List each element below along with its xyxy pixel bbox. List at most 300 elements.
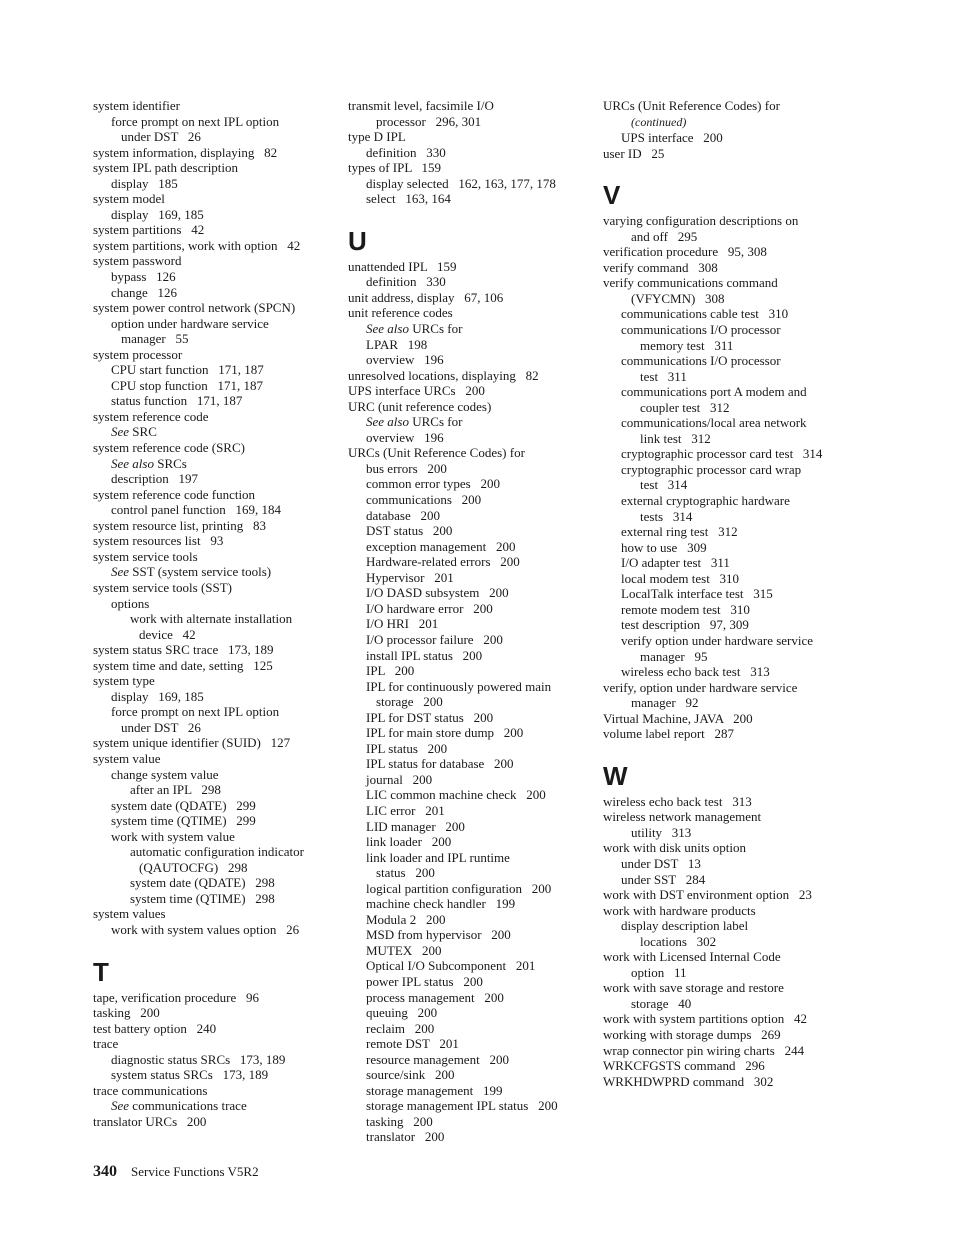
index-entry <box>93 347 333 363</box>
entry-text: tape, verification procedure 96 <box>93 989 260 1005</box>
index-subentry <box>93 176 333 192</box>
entry-text: test battery option 240 <box>93 1020 217 1036</box>
index-subentry <box>348 741 588 757</box>
entry-text: storage 200 <box>376 694 443 710</box>
entry-text: test 314 <box>640 477 688 493</box>
index-subentry <box>348 912 588 928</box>
see-also-text: (continued) <box>631 114 687 129</box>
index-entry <box>93 222 333 238</box>
entry-text: system reference code function <box>93 486 256 502</box>
index-entry <box>348 445 588 461</box>
index-entry <box>603 1011 858 1027</box>
index-subentry <box>348 1021 588 1037</box>
index-subentry <box>93 782 333 798</box>
index-subentry <box>603 462 858 478</box>
entry-text: verify, option under hardware service <box>603 679 798 695</box>
index-subentry <box>348 679 588 695</box>
entry-text: SRCs <box>153 455 187 471</box>
entry-text: system processor <box>93 346 183 362</box>
entry-text: options <box>111 595 150 611</box>
index-subentry <box>93 207 333 223</box>
index-entry <box>93 98 333 114</box>
entry-text: manager 55 <box>121 331 189 347</box>
section-letter-t: T <box>93 956 109 987</box>
entry-text: LPAR 198 <box>366 336 428 352</box>
index-subentry <box>348 570 588 586</box>
section-letter-u: U <box>348 225 367 256</box>
index-subentry <box>348 492 588 508</box>
entry-text: WRKHDWPRD command 302 <box>603 1073 774 1089</box>
entry-text: URCs for <box>408 321 463 337</box>
entry-text: overview 196 <box>366 352 444 368</box>
entry-text: manager 95 <box>640 648 708 664</box>
index-entry <box>603 949 858 965</box>
index-subentry <box>603 695 858 711</box>
entry-text: URCs (Unit Reference Codes) for <box>348 445 525 461</box>
index-subentry <box>603 229 858 245</box>
entry-text: I/O HRI 201 <box>366 616 439 632</box>
entry-text: UPS interface 200 <box>621 130 723 146</box>
index-entry <box>93 658 333 674</box>
index-subentry <box>348 176 588 192</box>
index-subentry <box>348 145 588 161</box>
entry-text: storage 40 <box>631 995 692 1011</box>
entry-text: system model <box>93 191 165 207</box>
index-subentry <box>603 114 858 131</box>
index-entry <box>603 213 858 229</box>
entry-text: force prompt on next IPL option <box>111 113 280 129</box>
index-subentry <box>348 896 588 912</box>
index-subentry <box>603 338 858 354</box>
index-subentry <box>603 493 858 509</box>
entry-text: local modem test 310 <box>621 570 740 586</box>
entry-text: IPL for continuously powered main <box>366 678 552 694</box>
see-also-text: See <box>111 564 130 580</box>
index-entry <box>603 809 858 825</box>
index-entry <box>93 1083 333 1099</box>
entry-text: transmit level, facsimile I/O <box>348 98 494 113</box>
see-also-text: See <box>111 424 130 440</box>
entry-text: queuing 200 <box>366 1005 438 1021</box>
index-subentry <box>348 756 588 772</box>
entry-text: change system value <box>111 766 219 782</box>
index-subentry <box>348 927 588 943</box>
entry-text: wireless echo back test 313 <box>621 664 770 680</box>
entry-text: system values <box>93 906 166 922</box>
index-subentry <box>603 306 858 322</box>
entry-text: Optical I/O Subcomponent 201 <box>366 958 536 974</box>
index-subentry <box>348 352 588 368</box>
index-subentry <box>93 269 333 285</box>
entry-text: select 163, 164 <box>366 191 451 207</box>
index-subentry <box>93 844 333 860</box>
index-subentry <box>603 996 858 1012</box>
entry-text: wireless network management <box>603 809 762 825</box>
entry-text: wrap connector pin wiring charts 244 <box>603 1042 805 1058</box>
index-subentry <box>93 424 333 440</box>
index-subentry <box>603 586 858 602</box>
index-subentry <box>348 476 588 492</box>
entry-text: translator URCs 200 <box>93 1113 207 1129</box>
entry-text: communications I/O processor <box>621 322 781 338</box>
index-subentry <box>348 834 588 850</box>
index-subentry <box>348 663 588 679</box>
entry-text: CPU stop function 171, 187 <box>111 377 264 393</box>
index-subentry <box>603 934 858 950</box>
index-entry <box>603 244 858 260</box>
index-subentry <box>348 616 588 632</box>
entry-text: test 311 <box>640 368 687 384</box>
index-entry <box>603 980 858 996</box>
entry-text: under DST 26 <box>121 719 201 735</box>
index-entry <box>348 98 588 114</box>
entry-text: system resource list, printing 83 <box>93 517 266 533</box>
index-subentry <box>348 1052 588 1068</box>
entry-text: status function 171, 187 <box>111 393 243 409</box>
index-entry <box>348 383 588 399</box>
entry-text: I/O DASD subsystem 200 <box>366 585 509 601</box>
index-entry <box>603 146 858 162</box>
entry-text: cryptographic processor card wrap <box>621 461 802 477</box>
index-subentry <box>348 632 588 648</box>
index-subentry <box>93 362 333 378</box>
entry-text: URCs (Unit Reference Codes) for <box>603 98 780 113</box>
entry-text: CPU start function 171, 187 <box>111 362 264 378</box>
index-entry <box>603 260 858 276</box>
entry-text: system date (QDATE) 299 <box>111 797 256 813</box>
entry-text: wireless echo back test 313 <box>603 793 752 809</box>
index-subentry <box>603 965 858 981</box>
entry-text: communications cable test 310 <box>621 306 789 322</box>
see-also-text: See also <box>366 321 409 337</box>
entry-text: Hypervisor 201 <box>366 569 454 585</box>
entry-text: system time (QTIME) 299 <box>111 813 256 829</box>
index-entry <box>93 990 333 1006</box>
section-letter-v: V <box>603 180 621 211</box>
entry-text: tests 314 <box>640 508 693 524</box>
index-entry <box>603 711 858 727</box>
entry-text: IPL 200 <box>366 663 415 679</box>
entry-text: IPL status 200 <box>366 740 448 756</box>
entry-text: URCs for <box>408 414 463 430</box>
index-entry <box>93 906 333 922</box>
index-subentry <box>603 918 858 934</box>
index-entry <box>603 840 858 856</box>
index-entry <box>93 549 333 565</box>
entry-text: unit reference codes <box>348 305 453 321</box>
index-entry <box>603 794 858 810</box>
index-subentry <box>93 378 333 394</box>
index-subentry <box>348 1067 588 1083</box>
entry-text: resource management 200 <box>366 1051 509 1067</box>
entry-text: varying configuration descriptions on <box>603 213 799 229</box>
entry-text: system date (QDATE) 298 <box>130 875 275 891</box>
index-subentry <box>348 1083 588 1099</box>
index-entry <box>603 726 858 742</box>
entry-text: WRKCFGSTS command 296 <box>603 1058 765 1074</box>
index-subentry <box>603 400 858 416</box>
index-entry <box>93 518 333 534</box>
entry-text: description 197 <box>111 471 199 487</box>
entry-text: control panel function 169, 184 <box>111 502 282 518</box>
entry-text: trace communications <box>93 1082 208 1098</box>
index-entry <box>348 368 588 384</box>
entry-text: work with system partitions option 42 <box>603 1011 808 1027</box>
index-subentry <box>348 772 588 788</box>
entry-text: database 200 <box>366 507 441 523</box>
index-entry <box>93 533 333 549</box>
index-subentry <box>603 446 858 462</box>
index-entry <box>93 751 333 767</box>
entry-text: work with save storage and restore <box>603 980 784 996</box>
entry-text: option under hardware service <box>111 315 269 331</box>
entry-text: external cryptographic hardware <box>621 493 790 509</box>
entry-text: remote modem test 310 <box>621 601 750 617</box>
entry-text: tasking 200 <box>93 1005 160 1021</box>
index-entry <box>348 305 588 321</box>
entry-text: unit address, display 67, 106 <box>348 289 504 305</box>
index-subentry <box>93 767 333 783</box>
index-subentry <box>93 564 333 580</box>
index-subentry <box>93 1052 333 1068</box>
entry-text: diagnostic status SRCs 173, 189 <box>111 1051 286 1067</box>
entry-text: and off 295 <box>631 228 698 244</box>
entry-text: trace <box>93 1036 119 1052</box>
entry-text: definition 330 <box>366 274 446 290</box>
index-subentry <box>93 813 333 829</box>
entry-text: type D IPL <box>348 129 406 145</box>
entry-text: under DST 13 <box>621 855 701 871</box>
index-entry <box>93 642 333 658</box>
entry-text: coupler test 312 <box>640 399 730 415</box>
index-entry <box>603 275 858 291</box>
index-subentry <box>603 664 858 680</box>
index-entry <box>93 580 333 596</box>
index-entry <box>93 735 333 751</box>
entry-text: reclaim 200 <box>366 1020 435 1036</box>
index-subentry <box>93 502 333 518</box>
index-subentry <box>603 369 858 385</box>
entry-text: system power control network (SPCN) <box>93 300 296 316</box>
entry-text: types of IPL 159 <box>348 160 442 176</box>
entry-text: display 185 <box>111 175 178 191</box>
entry-text: LocalTalk interface test 315 <box>621 586 773 602</box>
entry-text: link loader and IPL runtime <box>366 849 510 865</box>
entry-text: communications 200 <box>366 492 482 508</box>
entry-text: device 42 <box>139 626 196 642</box>
index-subentry <box>93 829 333 845</box>
entry-text: exception management 200 <box>366 538 516 554</box>
entry-text: DST status 200 <box>366 523 453 539</box>
entry-text: LID manager 200 <box>366 818 465 834</box>
entry-text: IPL for DST status 200 <box>366 709 494 725</box>
index-entry <box>93 1114 333 1130</box>
entry-text: display description label <box>621 918 749 934</box>
index-subentry <box>93 596 333 612</box>
index-subentry <box>348 114 588 130</box>
index-subentry <box>603 856 858 872</box>
entry-text: under DST 26 <box>121 129 201 145</box>
index-subentry <box>93 611 333 627</box>
entry-text: common error types 200 <box>366 476 500 492</box>
index-subentry <box>93 1067 333 1083</box>
entry-text: unresolved locations, displaying 82 <box>348 367 539 383</box>
index-subentry <box>348 274 588 290</box>
index-subentry <box>348 191 588 207</box>
entry-text: journal 200 <box>366 771 433 787</box>
entry-text: Virtual Machine, JAVA 200 <box>603 710 753 726</box>
index-subentry <box>348 337 588 353</box>
index-subentry <box>348 865 588 881</box>
entry-text: storage management IPL status 200 <box>366 1098 558 1114</box>
index-subentry <box>93 860 333 876</box>
entry-text: status 200 <box>376 865 435 881</box>
entry-text: system information, displaying 82 <box>93 144 278 160</box>
entry-text: work with DST environment option 23 <box>603 887 812 903</box>
entry-text: automatic configuration indicator <box>130 844 304 860</box>
index-entry <box>93 409 333 425</box>
index-entry <box>93 1036 333 1052</box>
index-subentry <box>603 384 858 400</box>
index-subentry <box>348 1098 588 1114</box>
entry-text: install IPL status 200 <box>366 647 483 663</box>
entry-text: logical partition configuration 200 <box>366 880 552 896</box>
index-subentry <box>348 974 588 990</box>
entry-text: system identifier <box>93 98 181 113</box>
entry-text: communications I/O processor <box>621 353 781 369</box>
index-subentry <box>603 617 858 633</box>
entry-text: system resources list 93 <box>93 533 224 549</box>
entry-text: system IPL path description <box>93 160 239 176</box>
entry-text: Hardware-related errors 200 <box>366 554 520 570</box>
index-entry <box>348 399 588 415</box>
index-entry <box>348 290 588 306</box>
entry-text: machine check handler 199 <box>366 896 516 912</box>
entry-text: UPS interface URCs 200 <box>348 383 485 399</box>
index-subentry <box>603 872 858 888</box>
entry-text: verify communications command <box>603 275 778 291</box>
index-subentry <box>603 555 858 571</box>
index-entry <box>93 300 333 316</box>
index-entry <box>603 1043 858 1059</box>
index-subentry <box>603 571 858 587</box>
index-subentry <box>93 891 333 907</box>
entry-text: work with system values option 26 <box>111 921 300 937</box>
entry-text: display selected 162, 163, 177, 178 <box>366 175 556 191</box>
index-entry <box>348 160 588 176</box>
index-entry <box>93 1005 333 1021</box>
index-subentry <box>348 523 588 539</box>
entry-text: system unique identifier (SUID) 127 <box>93 735 291 751</box>
index-subentry <box>348 881 588 897</box>
index-subentry <box>93 471 333 487</box>
entry-text: storage management 199 <box>366 1082 503 1098</box>
entry-text: verification procedure 95, 308 <box>603 244 767 260</box>
index-entry <box>348 259 588 275</box>
index-subentry <box>348 694 588 710</box>
entry-text: system service tools (SST) <box>93 579 233 595</box>
entry-text: system type <box>93 673 155 689</box>
entry-text: system status SRCs 173, 189 <box>111 1067 269 1083</box>
index-subentry <box>603 509 858 525</box>
index-subentry <box>348 943 588 959</box>
index-subentry <box>348 725 588 741</box>
index-subentry <box>603 825 858 841</box>
index-subentry <box>93 393 333 409</box>
index-column-1 <box>93 98 333 1129</box>
entry-text: link loader 200 <box>366 834 452 850</box>
entry-text: cryptographic processor card test 314 <box>621 446 823 462</box>
page-footer <box>93 1163 259 1181</box>
index-entry <box>93 673 333 689</box>
entry-text: verify command 308 <box>603 259 718 275</box>
entry-text: work with alternate installation <box>130 611 293 627</box>
entry-text: volume label report 287 <box>603 726 735 742</box>
entry-text: source/sink 200 <box>366 1067 455 1083</box>
entry-text: force prompt on next IPL option <box>111 704 280 720</box>
entry-text: unattended IPL 159 <box>348 258 457 274</box>
entry-text: remote DST 201 <box>366 1036 459 1052</box>
index-subentry <box>603 602 858 618</box>
entry-text: SRC <box>129 424 157 440</box>
entry-text: I/O adapter test 311 <box>621 555 730 571</box>
index-subentry <box>93 627 333 643</box>
index-subentry <box>93 331 333 347</box>
index-subentry <box>348 1129 588 1145</box>
entry-text: communications trace <box>129 1098 247 1114</box>
entry-text: work with disk units option <box>603 840 747 856</box>
index-entry <box>93 440 333 456</box>
index-subentry <box>93 720 333 736</box>
index-entry <box>93 145 333 161</box>
entry-text: LIC common machine check 200 <box>366 787 546 803</box>
index-subentry <box>93 922 333 938</box>
entry-text: memory test 311 <box>640 337 734 353</box>
entry-text: external ring test 312 <box>621 524 738 540</box>
entry-text: work with system value <box>111 828 235 844</box>
entry-text: definition 330 <box>366 144 446 160</box>
index-subentry <box>348 601 588 617</box>
entry-text: processor 296, 301 <box>376 113 482 129</box>
entry-text: MSD from hypervisor 200 <box>366 927 511 943</box>
index-subentry <box>93 1098 333 1114</box>
index-subentry <box>348 990 588 1006</box>
index-subentry <box>93 875 333 891</box>
entry-text: system time (QTIME) 298 <box>130 890 275 906</box>
index-subentry <box>348 958 588 974</box>
index-entry <box>603 903 858 919</box>
entry-text: URC (unit reference codes) <box>348 398 492 414</box>
index-subentry <box>603 130 858 146</box>
index-entry <box>603 1074 858 1090</box>
entry-text: tasking 200 <box>366 1113 433 1129</box>
entry-text: IPL for main store dump 200 <box>366 725 524 741</box>
entry-text: I/O hardware error 200 <box>366 600 493 616</box>
index-entry <box>603 1058 858 1074</box>
index-subentry <box>348 803 588 819</box>
index-subentry <box>93 114 333 130</box>
index-subentry <box>348 321 588 337</box>
entry-text: locations 302 <box>640 933 717 949</box>
entry-text: bus errors 200 <box>366 460 447 476</box>
section-letter-w: W <box>603 760 628 791</box>
entry-text: after an IPL 298 <box>130 782 221 798</box>
entry-text: system value <box>93 750 161 766</box>
index-entry <box>603 680 858 696</box>
entry-text: (QAUTOCFG) 298 <box>139 859 248 875</box>
entry-text: communications port A modem and <box>621 384 807 400</box>
index-entry <box>603 98 858 114</box>
